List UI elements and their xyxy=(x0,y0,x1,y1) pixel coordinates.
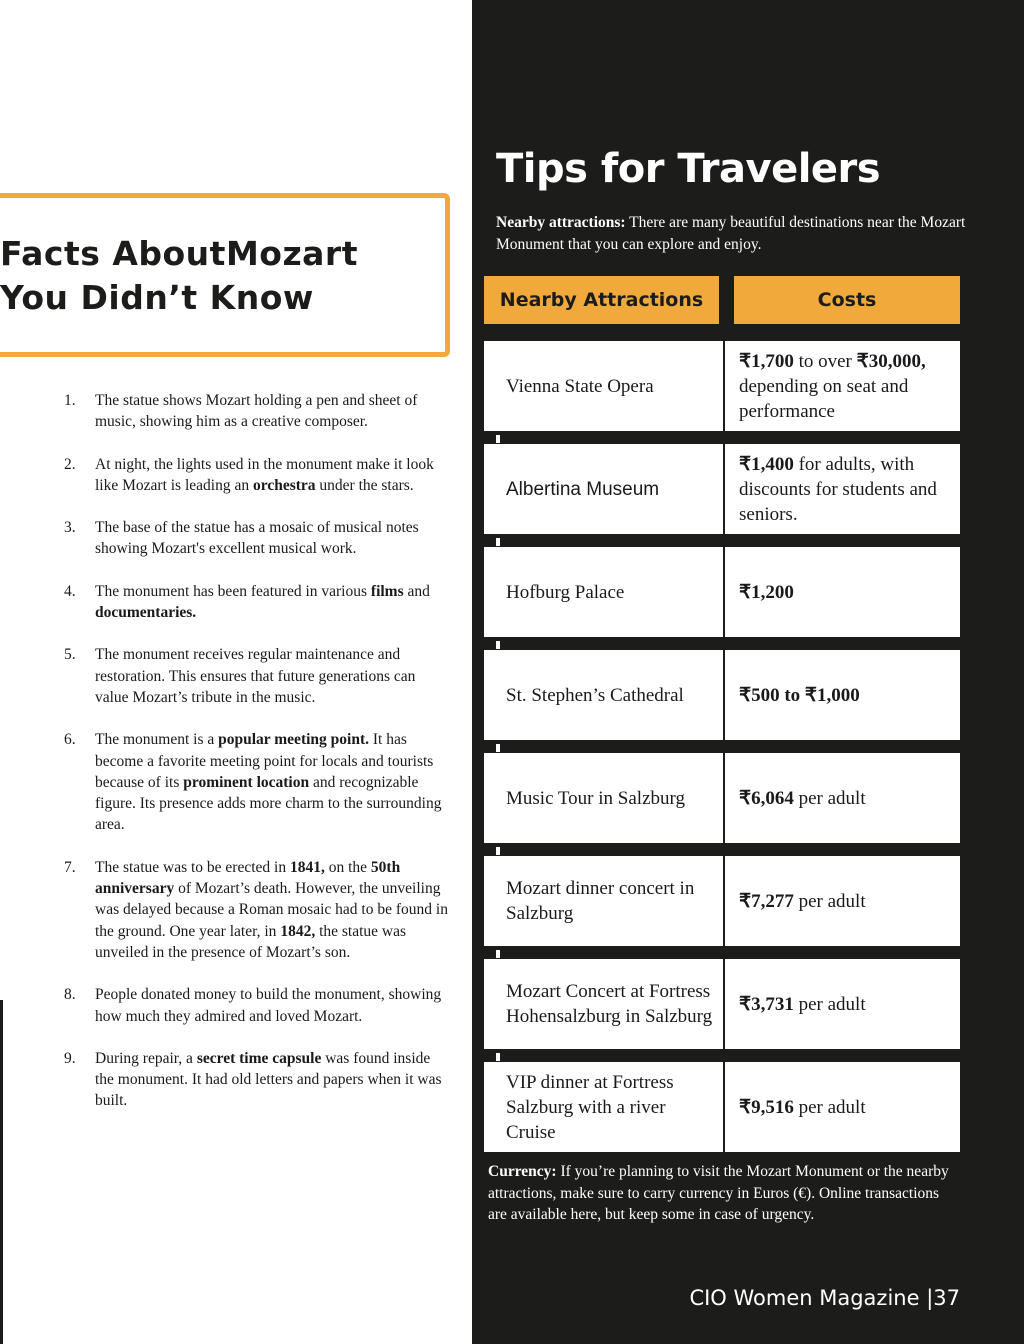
text: of Mozart’s death. However, the unveiling was delayed because a Roman mosaic had to be found in the ground. One year later, in xyxy=(95,880,448,940)
header-nearby-attractions: Nearby Attractions xyxy=(484,276,719,324)
attraction-name: St. Stephen’s Cathedral xyxy=(484,650,725,740)
text: The base of the statue has a mosaic of musical notes showing Mozart's excellent musical work. xyxy=(95,519,419,558)
bold-text: ₹9,516 xyxy=(739,1096,794,1118)
intro-text: There are many beautiful destinations near the Mozart Monument that you can explore and enjoy. xyxy=(496,214,966,253)
fact-number: 3. xyxy=(64,519,76,537)
cost-text xyxy=(739,580,794,605)
text: During repair, a xyxy=(95,1049,197,1067)
fact-item xyxy=(60,729,450,835)
bold-text: films xyxy=(370,582,404,600)
cost-text xyxy=(739,452,952,527)
intro-label: Nearby attractions: xyxy=(496,214,626,231)
attraction-cost xyxy=(725,1062,960,1152)
bold-text: ₹1,700 xyxy=(739,350,794,372)
attraction-cost xyxy=(725,753,960,843)
fact-item xyxy=(60,1048,450,1112)
attraction-cost xyxy=(725,444,960,534)
text: The monument has been featured in various xyxy=(95,582,371,600)
cost-text xyxy=(739,889,866,914)
bold-text: ₹1,400 xyxy=(739,453,794,475)
text: depending on seat and performance xyxy=(739,375,909,422)
attraction-cost xyxy=(725,650,960,740)
text: for adults, with discounts for students and seniors. xyxy=(739,453,937,525)
cost-text xyxy=(739,683,860,708)
row-separator-tick xyxy=(496,641,500,649)
attraction-cost xyxy=(725,547,960,637)
tips-title: Tips for Travelers xyxy=(496,146,881,192)
nearby-attractions-intro xyxy=(496,212,966,255)
text: per adult xyxy=(793,1096,866,1118)
fact-number: 8. xyxy=(64,986,76,1004)
bold-text: documentaries. xyxy=(95,604,197,622)
page-footer: CIO Women Magazine |37 xyxy=(689,1286,960,1310)
left-page xyxy=(0,0,472,1344)
text: and recognizable figure. Its presence adds more charm to the surrounding area. xyxy=(95,773,442,834)
facts-title-line-1: Facts AboutMozart xyxy=(0,234,358,273)
text: The statue shows Mozart holding a pen and sheet of music, showing him as a creative composer. xyxy=(95,392,418,431)
bold-text: ₹3,731 xyxy=(739,993,794,1015)
header-costs: Costs xyxy=(734,276,960,324)
fact-number: 4. xyxy=(64,582,76,600)
bold-text: ₹7,277 xyxy=(739,890,794,912)
page-edge-line xyxy=(0,1000,3,1344)
text: It has become a favorite meeting point for locals and tourists because of its xyxy=(95,731,434,791)
bold-text: secret time capsule xyxy=(196,1049,322,1067)
fact-number: 9. xyxy=(64,1049,76,1067)
row-separator-tick xyxy=(496,744,500,752)
attraction-name: Music Tour in Salzburg xyxy=(484,753,725,843)
text: per adult xyxy=(793,993,866,1015)
bold-text: prominent location xyxy=(183,773,310,791)
currency-label: Currency: xyxy=(488,1163,557,1180)
text: People donated money to build the monument, showing how much they admired and loved Mozart. xyxy=(95,986,442,1025)
fact-item xyxy=(60,984,450,1027)
row-separator-tick xyxy=(496,435,500,443)
cost-text xyxy=(739,1095,866,1120)
attraction-name: Albertina Museum xyxy=(484,444,725,534)
attraction-cost xyxy=(725,856,960,946)
attraction-name: Hofburg Palace xyxy=(484,547,725,637)
text: to over xyxy=(793,350,857,372)
fact-number: 5. xyxy=(64,646,76,664)
fact-item xyxy=(60,517,450,560)
fact-item xyxy=(60,581,450,624)
cost-text xyxy=(739,349,952,424)
attraction-name: Mozart Concert at Fortress Hohensalzburg in Salzburg xyxy=(484,959,725,1049)
fact-item xyxy=(60,644,450,708)
text: At night, the lights used in the monument make it look like Mozart is leading an xyxy=(95,455,434,494)
bold-text: 50th anniversary xyxy=(95,858,401,898)
attraction-row xyxy=(484,1062,960,1152)
text: The statue was to be erected in xyxy=(95,858,290,876)
bold-text: 1842, xyxy=(280,922,316,940)
attraction-cost xyxy=(725,959,960,1049)
attraction-row xyxy=(484,444,960,534)
fact-number: 7. xyxy=(64,858,76,876)
cost-text xyxy=(739,992,866,1017)
text: on the xyxy=(324,858,371,876)
fact-item xyxy=(60,390,450,433)
text: The monument is a xyxy=(95,731,219,749)
attraction-row xyxy=(484,856,960,946)
row-separator-tick xyxy=(496,847,500,855)
currency-note xyxy=(488,1161,958,1226)
fact-item xyxy=(60,454,450,497)
text: under the stars. xyxy=(315,476,414,494)
fact-item xyxy=(60,857,450,963)
attraction-cost xyxy=(725,341,960,431)
text: the statue was unveiled in the presence of Mozart’s son. xyxy=(95,922,407,961)
bold-text: orchestra xyxy=(252,476,316,494)
bold-text: popular meeting point. xyxy=(218,731,369,749)
cost-text xyxy=(739,786,866,811)
text: per adult xyxy=(793,890,866,912)
text: was found inside the monument. It had old letters and papers when it was built. xyxy=(95,1049,442,1110)
attraction-name: Mozart dinner concert in Salzburg xyxy=(484,856,725,946)
fact-number: 1. xyxy=(64,392,76,409)
attraction-row xyxy=(484,341,960,431)
row-separator-tick xyxy=(496,950,500,958)
attraction-name: Vienna State Opera xyxy=(484,341,725,431)
bold-text: 1841, xyxy=(289,858,325,876)
row-separator-tick xyxy=(496,1053,500,1061)
bold-text: ₹500 to ₹1,000 xyxy=(739,684,860,706)
text: and xyxy=(403,582,430,600)
bold-text: ₹30,000, xyxy=(856,350,926,372)
bold-text: ₹6,064 xyxy=(739,787,794,809)
currency-text: If you’re planning to visit the Mozart Monument or the nearby attractions, make sure to carry currency in Euros (€). Online transactions are available here, but keep some in case of urgency. xyxy=(488,1163,949,1223)
bold-text: ₹1,200 xyxy=(739,581,794,603)
fact-number: 2. xyxy=(64,455,76,473)
text: per adult xyxy=(793,787,866,809)
attraction-row xyxy=(484,650,960,740)
attraction-row xyxy=(484,959,960,1049)
facts-list xyxy=(60,390,450,1133)
text: The monument receives regular maintenance and restoration. This ensures that future generations can value Mozart’s tribute in the music. xyxy=(95,646,416,706)
facts-title-line-2: You Didn’t Know xyxy=(0,278,314,317)
attraction-name: VIP dinner at Fortress Salzburg with a river Cruise xyxy=(484,1062,725,1152)
facts-title xyxy=(0,232,358,320)
fact-number: 6. xyxy=(64,731,76,749)
attraction-row xyxy=(484,753,960,843)
attraction-row xyxy=(484,547,960,637)
row-separator-tick xyxy=(496,538,500,546)
